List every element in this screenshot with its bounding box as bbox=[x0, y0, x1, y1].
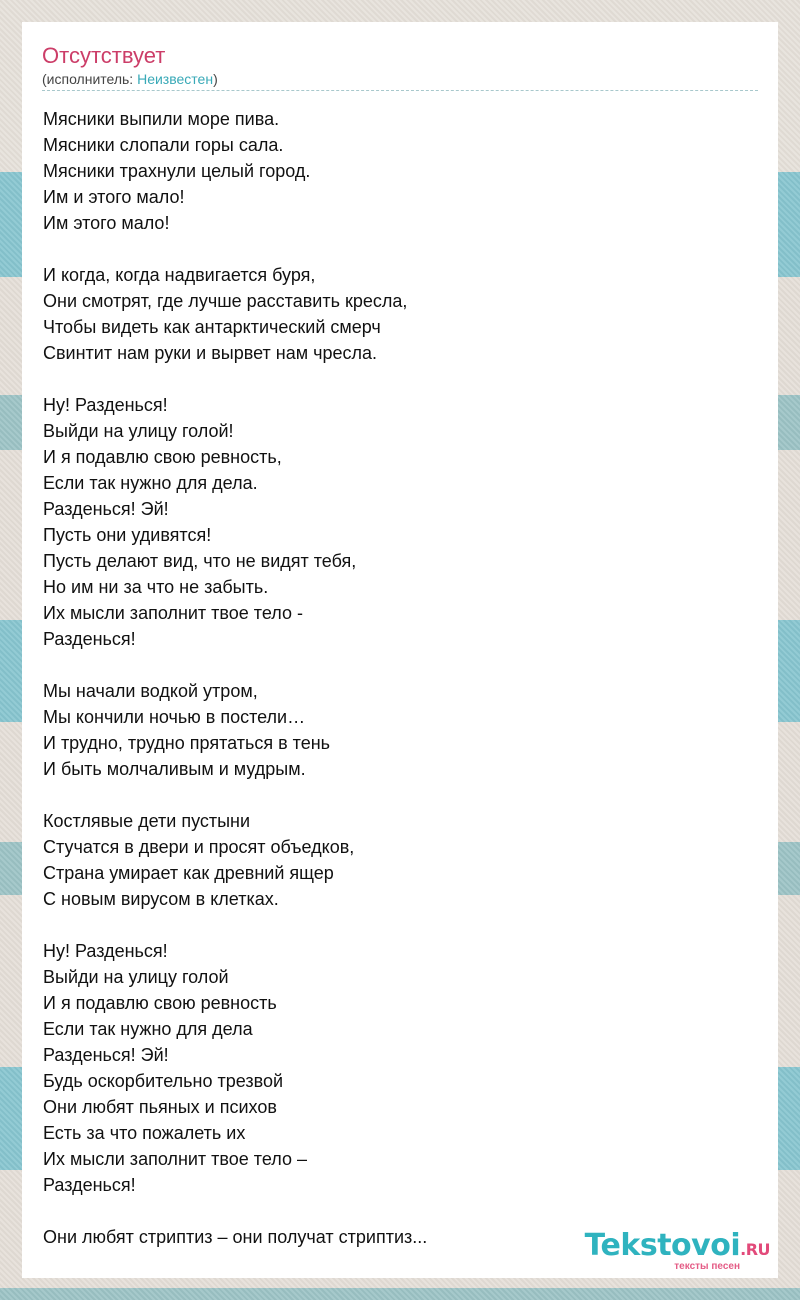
performer-suffix: ) bbox=[213, 71, 218, 87]
lyric-line: И когда, когда надвигается буря, bbox=[43, 265, 316, 285]
lyric-line: Костлявые дети пустыни bbox=[43, 811, 251, 831]
lyric-line: Их мысли заполнит твое тело - bbox=[43, 603, 303, 623]
lyric-line: Разденься! Эй! bbox=[43, 499, 169, 519]
lyrics-stanza bbox=[43, 106, 743, 236]
lyric-line: Стучатся в двери и просят объедков, bbox=[43, 837, 355, 857]
lyric-line: Они любят пьяных и психов bbox=[43, 1097, 277, 1117]
lyrics-body bbox=[43, 106, 743, 1250]
lyric-line: Мясники слопали горы сала. bbox=[43, 135, 284, 155]
lyric-line: Они смотрят, где лучше расставить кресла, bbox=[43, 291, 408, 311]
lyric-line: И быть молчаливым и мудрым. bbox=[43, 759, 306, 779]
logo-tagline: тексты песен bbox=[674, 1261, 740, 1272]
lyric-line: Но им ни за что не забыть. bbox=[43, 577, 269, 597]
lyrics-stanza bbox=[43, 938, 743, 1198]
lyric-line: Страна умирает как древний ящер bbox=[43, 863, 334, 883]
lyric-line: С новым вирусом в клетках. bbox=[43, 889, 279, 909]
lyric-line: Разденься! bbox=[43, 1175, 136, 1195]
lyric-line: Мы начали водкой утром, bbox=[43, 681, 258, 701]
lyric-line: Они любят стриптиз – они получат стриптиз... bbox=[43, 1227, 428, 1247]
lyric-line: Мясники трахнули целый город. bbox=[43, 161, 311, 181]
lyric-line: Есть за что пожалеть их bbox=[43, 1123, 246, 1143]
lyrics-stanza bbox=[43, 262, 743, 366]
lyric-line: Будь оскорбительно трезвой bbox=[43, 1071, 284, 1091]
lyric-line: Мы кончили ночью в постели… bbox=[43, 707, 306, 727]
logo-tld: .RU bbox=[740, 1240, 770, 1259]
lyrics-stanza bbox=[43, 392, 743, 652]
logo-name: Tekstovoi bbox=[584, 1228, 741, 1263]
lyric-line: Мясники выпили море пива. bbox=[43, 109, 280, 129]
lyric-line: Если так нужно для дела bbox=[43, 1019, 253, 1039]
artist-link[interactable]: Неизвестен bbox=[137, 71, 214, 87]
site-logo[interactable] bbox=[585, 1230, 770, 1272]
lyric-line: Свинтит нам руки и вырвет нам чресла. bbox=[43, 343, 377, 363]
performer-prefix: (исполнитель: bbox=[42, 71, 138, 87]
lyric-line: Если так нужно для дела. bbox=[43, 473, 258, 493]
lyric-line: Разденься! Эй! bbox=[43, 1045, 169, 1065]
lyrics-stanza bbox=[43, 678, 743, 782]
song-header bbox=[42, 42, 758, 91]
song-card bbox=[22, 22, 778, 1278]
lyric-line: И трудно, трудно прятаться в тень bbox=[43, 733, 331, 753]
lyric-line: Выйди на улицу голой! bbox=[43, 421, 234, 441]
lyric-line: Им и этого мало! bbox=[43, 187, 185, 207]
song-title: Отсутствует bbox=[42, 43, 166, 68]
lyrics-stanza bbox=[43, 808, 743, 912]
lyric-line: И я подавлю свою ревность bbox=[43, 993, 277, 1013]
lyric-line: Им этого мало! bbox=[43, 213, 170, 233]
lyric-line: Разденься! bbox=[43, 629, 136, 649]
lyric-line: Ну! Разденься! bbox=[43, 941, 168, 961]
lyric-line: Их мысли заполнит твое тело – bbox=[43, 1149, 307, 1169]
performer-line bbox=[42, 70, 758, 88]
lyric-line: Пусть делают вид, что не видят тебя, bbox=[43, 551, 357, 571]
lyric-line: Пусть они удивятся! bbox=[43, 525, 212, 545]
lyric-line: Чтобы видеть как антарктический смерч bbox=[43, 317, 381, 337]
lyric-line: Выйди на улицу голой bbox=[43, 967, 229, 987]
lyric-line: Ну! Разденься! bbox=[43, 395, 168, 415]
lyric-line: И я подавлю свою ревность, bbox=[43, 447, 282, 467]
